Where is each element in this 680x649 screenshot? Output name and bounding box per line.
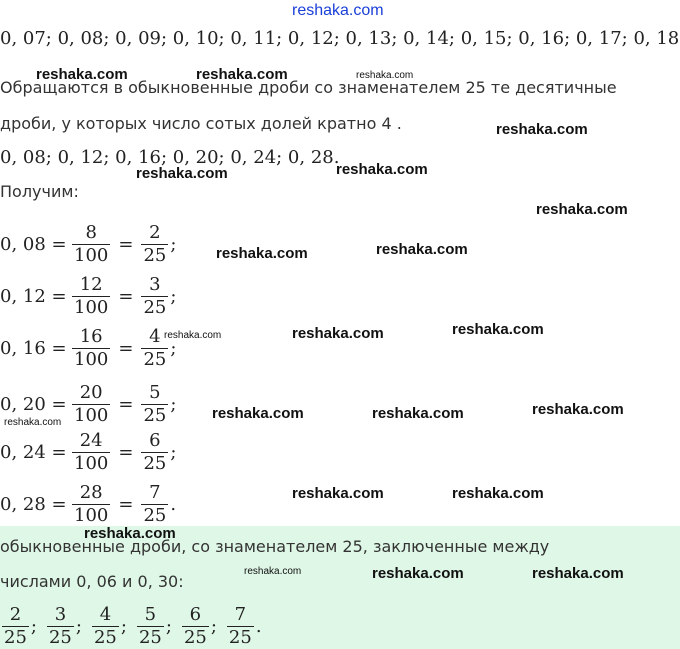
fraction-numerator: 2 (9, 604, 22, 625)
fraction-denominator: 25 (143, 348, 167, 370)
answer-line-2: числами 0, 06 и 0, 30: (0, 572, 184, 591)
watermark: reshaka.com (336, 161, 428, 178)
watermark: reshaka.com (536, 201, 628, 218)
watermark: reshaka.com (532, 401, 624, 418)
fraction-denominator: 100 (74, 504, 109, 526)
fraction-numerator: 28 (79, 481, 103, 503)
fraction-separator: ; (75, 616, 82, 637)
equation-lhs: 0, 12 = (0, 285, 67, 307)
equation-lhs: 0, 24 = (0, 441, 67, 463)
fraction-separator: ; (165, 616, 172, 637)
equation-terminator: ; (170, 233, 177, 255)
fraction-separator: . (255, 616, 262, 637)
fraction-denominator: 25 (138, 627, 162, 648)
watermark: reshaka.com (212, 405, 304, 422)
watermark: reshaka.com (164, 330, 222, 341)
answer-fraction (92, 604, 119, 649)
equation-lhs: 0, 28 = (0, 493, 67, 515)
fraction-numerator: 7 (234, 604, 247, 625)
answer-fraction-item (92, 604, 127, 649)
fraction-denominator: 100 (74, 296, 109, 318)
fraction-numerator: 12 (79, 273, 103, 295)
fraction-hundredths (72, 382, 110, 427)
answer-fraction (137, 604, 164, 649)
equation-terminator: ; (170, 337, 177, 359)
watermark: reshaka.com (196, 66, 288, 83)
fraction-denominator: 25 (143, 296, 167, 318)
answer-fraction-list (2, 604, 272, 649)
fraction-denominator: 100 (74, 348, 109, 370)
watermark: reshaka.com (216, 245, 308, 262)
watermark: reshaka.com (372, 565, 464, 582)
equals-sign: = (118, 393, 134, 415)
fraction-numerator: 3 (149, 273, 161, 295)
equals-sign: = (118, 441, 134, 463)
explanation-line-1: Обращаются в обыкновенные дроби со знаменателем 25 те десятичные (0, 78, 617, 97)
selected-decimals: 0, 08; 0, 12; 0, 16; 0, 20; 0, 24; 0, 28. (0, 147, 340, 168)
watermark: reshaka.com (84, 525, 176, 542)
equation-lhs: 0, 16 = (0, 337, 67, 359)
equation-lhs: 0, 20 = (0, 393, 67, 415)
fraction-denominator: 25 (48, 627, 72, 648)
explanation-line-2: дроби, у которых число сотых долей кратно 4 . (0, 114, 402, 133)
fraction-denominator: 25 (143, 452, 167, 474)
watermark: reshaka.com (532, 565, 624, 582)
watermark: reshaka.com (292, 485, 384, 502)
watermark: reshaka.com (292, 325, 384, 342)
answer-fraction-item (47, 604, 82, 649)
equals-sign: = (118, 337, 134, 359)
fraction-denominator: 25 (93, 627, 117, 648)
answer-fraction (47, 604, 74, 649)
fraction-hundredths (72, 274, 110, 319)
watermark: reshaka.com (372, 405, 464, 422)
fraction-denominator: 25 (183, 627, 207, 648)
fraction-denominator: 100 (74, 404, 109, 426)
equals-sign: = (118, 493, 134, 515)
fraction-hundredths (72, 482, 110, 527)
answer-fraction (2, 604, 29, 649)
equals-sign: = (118, 233, 134, 255)
answer-fraction-item (227, 604, 262, 649)
fraction-numerator: 3 (54, 604, 67, 625)
fraction-hundredths (72, 430, 110, 475)
fraction-numerator: 4 (149, 325, 161, 347)
result-label: Получим: (0, 182, 79, 201)
watermark: reshaka.com (244, 566, 302, 577)
equation-row (0, 320, 176, 376)
answer-fraction (227, 604, 254, 649)
equation-row (0, 476, 176, 532)
fraction-numerator: 24 (79, 429, 103, 451)
fraction-numerator: 7 (149, 481, 161, 503)
equation-terminator: ; (170, 441, 177, 463)
watermark: reshaka.com (136, 165, 228, 182)
fraction-numerator: 5 (149, 381, 161, 403)
equation-row (0, 216, 176, 272)
fraction-numerator: 20 (79, 381, 103, 403)
equation-terminator: ; (170, 393, 177, 415)
equation-lhs: 0, 08 = (0, 233, 67, 255)
site-brand-link[interactable]: reshaka.com (292, 2, 384, 19)
fraction-numerator: 4 (99, 604, 112, 625)
fraction-denominator: 25 (228, 627, 252, 648)
fraction-reduced (141, 274, 168, 319)
fraction-denominator: 25 (143, 244, 167, 266)
fraction-reduced (141, 482, 168, 527)
fraction-denominator: 25 (143, 504, 167, 526)
fraction-denominator: 100 (74, 244, 109, 266)
answer-line-1: обыкновенные дроби, со знаменателем 25, заключенные между (0, 537, 550, 556)
fraction-denominator: 100 (74, 452, 109, 474)
fraction-numerator: 5 (144, 604, 157, 625)
watermark: reshaka.com (496, 121, 588, 138)
fraction-numerator: 8 (85, 221, 97, 243)
watermark: reshaka.com (36, 66, 128, 83)
watermark: reshaka.com (376, 241, 468, 258)
fraction-separator: ; (210, 616, 217, 637)
equation-row (0, 268, 176, 324)
equation-row (0, 424, 176, 480)
watermark: reshaka.com (452, 485, 544, 502)
equation-terminator: ; (170, 285, 177, 307)
answer-fraction-item (2, 604, 37, 649)
equals-sign: = (118, 285, 134, 307)
answer-fraction-item (137, 604, 172, 649)
decimal-sequence: 0, 07; 0, 08; 0, 09; 0, 10; 0, 11; 0, 12; 0, 13; 0, 14; 0, 15; 0, 16; 0, 17; 0, 18 (0, 28, 680, 49)
fraction-reduced (141, 430, 168, 475)
answer-fraction-item (182, 604, 217, 649)
fraction-reduced (141, 382, 168, 427)
fraction-numerator: 6 (149, 429, 161, 451)
equation-terminator: . (170, 493, 177, 515)
answer-fraction (182, 604, 209, 649)
fraction-numerator: 6 (189, 604, 202, 625)
watermark: reshaka.com (4, 417, 62, 428)
fraction-denominator: 25 (143, 404, 167, 426)
fraction-reduced (141, 222, 168, 267)
fraction-separator: ; (30, 616, 37, 637)
fraction-hundredths (72, 222, 110, 267)
fraction-denominator: 25 (4, 627, 27, 648)
fraction-hundredths (72, 326, 110, 371)
watermark: reshaka.com (356, 70, 414, 81)
fraction-numerator: 16 (79, 325, 103, 347)
fraction-numerator: 2 (149, 221, 161, 243)
fraction-separator: ; (120, 616, 127, 637)
watermark: reshaka.com (452, 321, 544, 338)
